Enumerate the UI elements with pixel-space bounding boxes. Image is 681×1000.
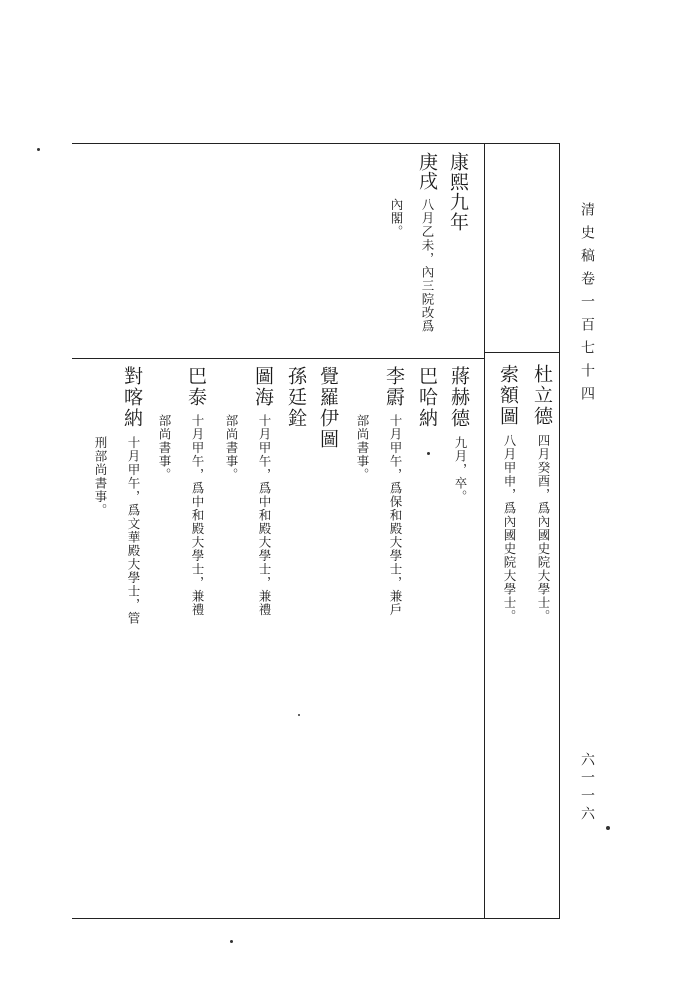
bottom-rule <box>72 918 560 919</box>
year-note-continued: 內閣。 <box>389 198 404 239</box>
official-appointment: 八月甲申，爲內國史院大學士。 <box>502 434 517 623</box>
scan-speck <box>230 940 233 943</box>
official-name: 巴哈納 <box>416 366 438 429</box>
official-name: 杜立德 <box>531 364 553 427</box>
official-appointment: 十月甲午，爲中和殿大學士，兼禮 <box>190 414 205 617</box>
official-name: 索額圖 <box>497 364 519 427</box>
official-appointment-continued: 部尚書事。 <box>157 414 172 482</box>
official-appointment-continued: 部尚書事。 <box>224 414 239 482</box>
running-title: 清史稿卷一百七十四 <box>579 202 595 409</box>
scan-speck <box>427 452 430 455</box>
official-appointment: 十月甲午，爲文華殿大學士，管 <box>126 436 141 625</box>
year-heading: 康熙九年 <box>447 152 469 232</box>
official-appointment: 十月甲午，爲中和殿大學士，兼禮 <box>257 414 272 617</box>
year-note: 八月乙未，內三院改爲 <box>420 198 435 333</box>
official-name: 李霨 <box>383 366 405 408</box>
official-name: 對喀納 <box>121 366 143 429</box>
right-border <box>559 143 560 919</box>
page-number: 六一一六 <box>579 752 595 824</box>
official-appointment: 九月，卒。 <box>453 436 468 504</box>
official-name: 孫廷銓 <box>285 366 307 429</box>
official-name: 蔣赫德 <box>448 366 470 429</box>
top-rule <box>72 143 560 144</box>
scan-speck <box>37 148 40 151</box>
row-divider-lower <box>72 358 484 359</box>
column-divider <box>484 143 485 919</box>
official-appointment-continued: 部尚書事。 <box>355 414 370 482</box>
scan-speck <box>298 714 300 716</box>
official-appointment-continued: 刑部尚書事。 <box>93 436 108 517</box>
official-name: 覺羅伊圖 <box>317 366 339 450</box>
day-heading: 庚戌 <box>416 152 438 190</box>
official-appointment: 四月癸酉，爲內國史院大學士。 <box>536 434 551 623</box>
official-name: 圖海 <box>252 366 274 408</box>
scan-speck <box>606 826 610 830</box>
official-appointment: 十月甲午，爲保和殿大學士，兼戶 <box>388 414 403 617</box>
official-name: 巴泰 <box>185 366 207 408</box>
row-divider-upper <box>484 352 559 353</box>
